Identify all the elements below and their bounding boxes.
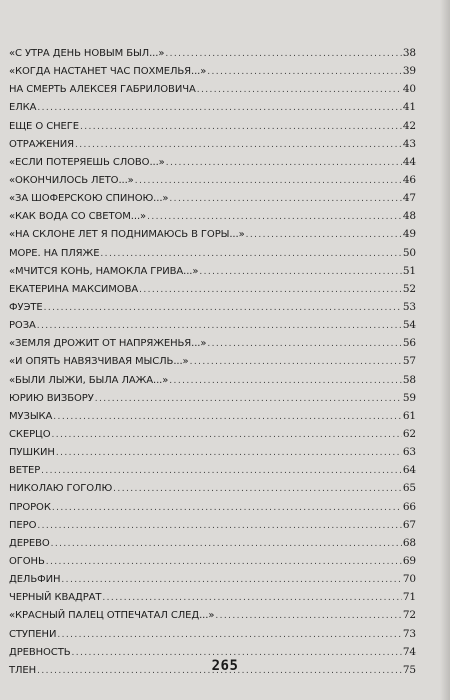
toc-entry-page: 46	[402, 173, 416, 186]
toc-entry-title: «НА СКЛОНЕ ЛЕТ Я ПОДНИМАЮСЬ В ГОРЫ...»	[9, 229, 245, 241]
toc-entry-page: 59	[402, 391, 416, 404]
toc-entry-title: «ЕСЛИ ПОТЕРЯЕШЬ СЛОВО...»	[9, 156, 165, 168]
toc-entry	[9, 374, 416, 392]
toc-entry	[9, 609, 416, 627]
toc-entry-title: «ЗЕМЛЯ ДРОЖИТ ОТ НАПРЯЖЕНЬЯ...»	[9, 338, 207, 350]
toc-entry	[9, 337, 416, 355]
toc-entry-title: «КОГДА НАСТАНЕТ ЧАС ПОХМЕЛЬЯ...»	[9, 66, 207, 78]
dot-leader	[166, 159, 402, 168]
toc-entry-page: 69	[402, 554, 416, 567]
toc-entry-page: 58	[402, 373, 416, 386]
toc-entry-title: НИКОЛАЮ ГОГОЛЮ	[9, 483, 113, 495]
toc-entry-page: 44	[402, 155, 416, 168]
toc-entry	[9, 573, 416, 591]
toc-entry	[9, 228, 416, 246]
toc-entry	[9, 555, 416, 573]
table-of-contents	[9, 47, 416, 682]
toc-entry-title: СТУПЕНИ	[9, 628, 57, 640]
toc-entry-page: 43	[402, 137, 416, 150]
dot-leader	[75, 141, 402, 150]
dot-leader	[41, 467, 402, 476]
toc-entry	[9, 392, 416, 410]
toc-entry	[9, 410, 416, 428]
toc-entry-title: ЕЛКА	[9, 102, 37, 114]
dot-leader	[57, 631, 402, 640]
toc-entry-title: ФУЭТЕ	[9, 301, 43, 313]
toc-entry-title: «МЧИТСЯ КОНЬ, НАМОКЛА ГРИВА...»	[9, 265, 199, 277]
dot-leader	[53, 413, 402, 422]
toc-entry-title: «КАК ВОДА СО СВЕТОМ...»	[9, 211, 147, 223]
toc-entry-page: 71	[402, 591, 416, 604]
toc-entry-page: 49	[402, 228, 416, 241]
dot-leader	[169, 195, 401, 204]
toc-entry-page: 42	[402, 119, 416, 132]
toc-entry-title: ЮРИЮ ВИЗБОРУ	[9, 392, 94, 404]
toc-entry	[9, 192, 416, 210]
toc-entry-title: «И ОПЯТЬ НАВЯЗЧИВАЯ МЫСЛЬ...»	[9, 356, 189, 368]
dot-leader	[37, 322, 402, 331]
toc-entry-page: 52	[402, 282, 416, 295]
dot-leader	[207, 340, 401, 349]
toc-entry-page: 57	[402, 355, 416, 368]
toc-entry-title: МУЗЫКА	[9, 410, 53, 422]
dot-leader	[51, 431, 401, 440]
dot-leader	[197, 86, 402, 95]
toc-entry	[9, 301, 416, 319]
dot-leader	[80, 123, 402, 132]
toc-entry	[9, 47, 416, 65]
toc-entry-page: 65	[402, 482, 416, 495]
toc-entry	[9, 537, 416, 555]
toc-entry	[9, 138, 416, 156]
dot-leader	[95, 395, 402, 404]
toc-entry-title: ПУШКИН	[9, 447, 55, 459]
dot-leader	[52, 504, 402, 513]
toc-entry-page: 66	[402, 500, 416, 513]
toc-entry	[9, 446, 416, 464]
toc-entry-page: 40	[402, 83, 416, 96]
toc-entry	[9, 355, 416, 373]
toc-entry-title: НА СМЕРТЬ АЛЕКСЕЯ ГАБРИЛОВИЧА	[9, 84, 196, 96]
toc-entry	[9, 628, 416, 646]
toc-entry-page: 53	[402, 300, 416, 313]
toc-entry-page: 54	[402, 319, 416, 332]
toc-entry	[9, 591, 416, 609]
dot-leader	[51, 540, 402, 549]
page-edge-shadow	[440, 0, 450, 700]
dot-leader	[246, 231, 402, 240]
toc-entry	[9, 283, 416, 301]
dot-leader	[102, 594, 401, 603]
dot-leader	[165, 50, 401, 59]
toc-entry	[9, 101, 416, 119]
toc-entry-page: 56	[402, 337, 416, 350]
dot-leader	[215, 612, 401, 621]
toc-entry-page: 68	[402, 536, 416, 549]
dot-leader	[169, 377, 402, 386]
toc-entry-page: 67	[402, 518, 416, 531]
toc-entry	[9, 65, 416, 83]
toc-entry-page: 62	[402, 427, 416, 440]
toc-entry-page: 61	[402, 409, 416, 422]
toc-entry	[9, 210, 416, 228]
dot-leader	[100, 250, 401, 259]
toc-entry-page: 41	[402, 101, 416, 114]
dot-leader	[113, 485, 402, 494]
dot-leader	[44, 304, 402, 313]
dot-leader	[207, 68, 402, 77]
toc-entry-page: 74	[402, 645, 416, 658]
toc-entry	[9, 319, 416, 337]
dot-leader	[71, 649, 401, 658]
toc-entry-page: 63	[402, 446, 416, 459]
toc-entry-page: 70	[402, 573, 416, 586]
toc-entry-title: ДЕЛЬФИН	[9, 574, 61, 586]
toc-entry-title: «С УТРА ДЕНЬ НОВЫМ БЫЛ...»	[9, 48, 165, 59]
toc-entry-title: ЧЕРНЫЙ КВАДРАТ	[9, 592, 102, 604]
toc-entry	[9, 265, 416, 283]
dot-leader	[46, 558, 402, 567]
page-number: 265	[211, 658, 239, 674]
toc-entry-page: 39	[402, 65, 416, 78]
toc-entry-title: РОЗА	[9, 320, 36, 332]
toc-entry-title: ОТРАЖЕНИЯ	[9, 138, 74, 150]
toc-entry-page: 47	[402, 192, 416, 205]
toc-entry-title: ДРЕВНОСТЬ	[9, 646, 71, 658]
toc-entry-title: «КРАСНЫЙ ПАЛЕЦ ОТПЕЧАТАЛ СЛЕД...»	[9, 610, 215, 622]
toc-entry-page: 50	[402, 246, 416, 259]
toc-entry-title: МОРЕ. НА ПЛЯЖЕ	[9, 247, 100, 259]
toc-entry-title: ОГОНЬ	[9, 555, 45, 567]
dot-leader	[147, 213, 402, 222]
toc-entry-title: ЕКАТЕРИНА МАКСИМОВА	[9, 283, 139, 295]
toc-entry-title: ТЛЕН	[9, 664, 37, 676]
dot-leader	[37, 522, 401, 531]
toc-entry	[9, 428, 416, 446]
toc-entry	[9, 519, 416, 537]
toc-entry-title: ПЕРО	[9, 519, 37, 531]
toc-entry	[9, 482, 416, 500]
dot-leader	[56, 449, 402, 458]
dot-leader	[37, 104, 401, 113]
toc-entry-title: ДЕРЕВО	[9, 537, 50, 549]
dot-leader	[139, 286, 402, 295]
toc-entry-page: 48	[402, 210, 416, 223]
toc-entry	[9, 247, 416, 265]
dot-leader	[61, 576, 401, 585]
toc-entry-page: 72	[402, 609, 416, 622]
toc-entry	[9, 83, 416, 101]
dot-leader	[190, 358, 402, 367]
toc-entry-page: 73	[402, 627, 416, 640]
toc-entry-title: «ОКОНЧИЛОСЬ ЛЕТО...»	[9, 174, 134, 186]
toc-entry-page: 75	[402, 663, 416, 676]
toc-entry-title: ЕЩЕ О СНЕГЕ	[9, 120, 79, 132]
toc-entry-title: «ЗА ШОФЕРСКОЮ СПИНОЮ...»	[9, 193, 169, 205]
toc-entry-title: «БЫЛИ ЛЫЖИ, БЫЛА ЛАЖА...»	[9, 374, 169, 386]
toc-entry-title: ВЕТЕР	[9, 465, 41, 477]
toc-entry-title: СКЕРЦО	[9, 428, 51, 440]
toc-entry	[9, 464, 416, 482]
toc-entry	[9, 174, 416, 192]
toc-entry	[9, 120, 416, 138]
toc-entry-page: 51	[402, 264, 416, 277]
toc-entry-page: 64	[402, 464, 416, 477]
toc-entry-title: ПРОРОК	[9, 501, 51, 513]
toc-entry	[9, 501, 416, 519]
toc-entry	[9, 156, 416, 174]
toc-entry-page: 38	[402, 47, 416, 59]
dot-leader	[199, 268, 401, 277]
dot-leader	[135, 177, 402, 186]
